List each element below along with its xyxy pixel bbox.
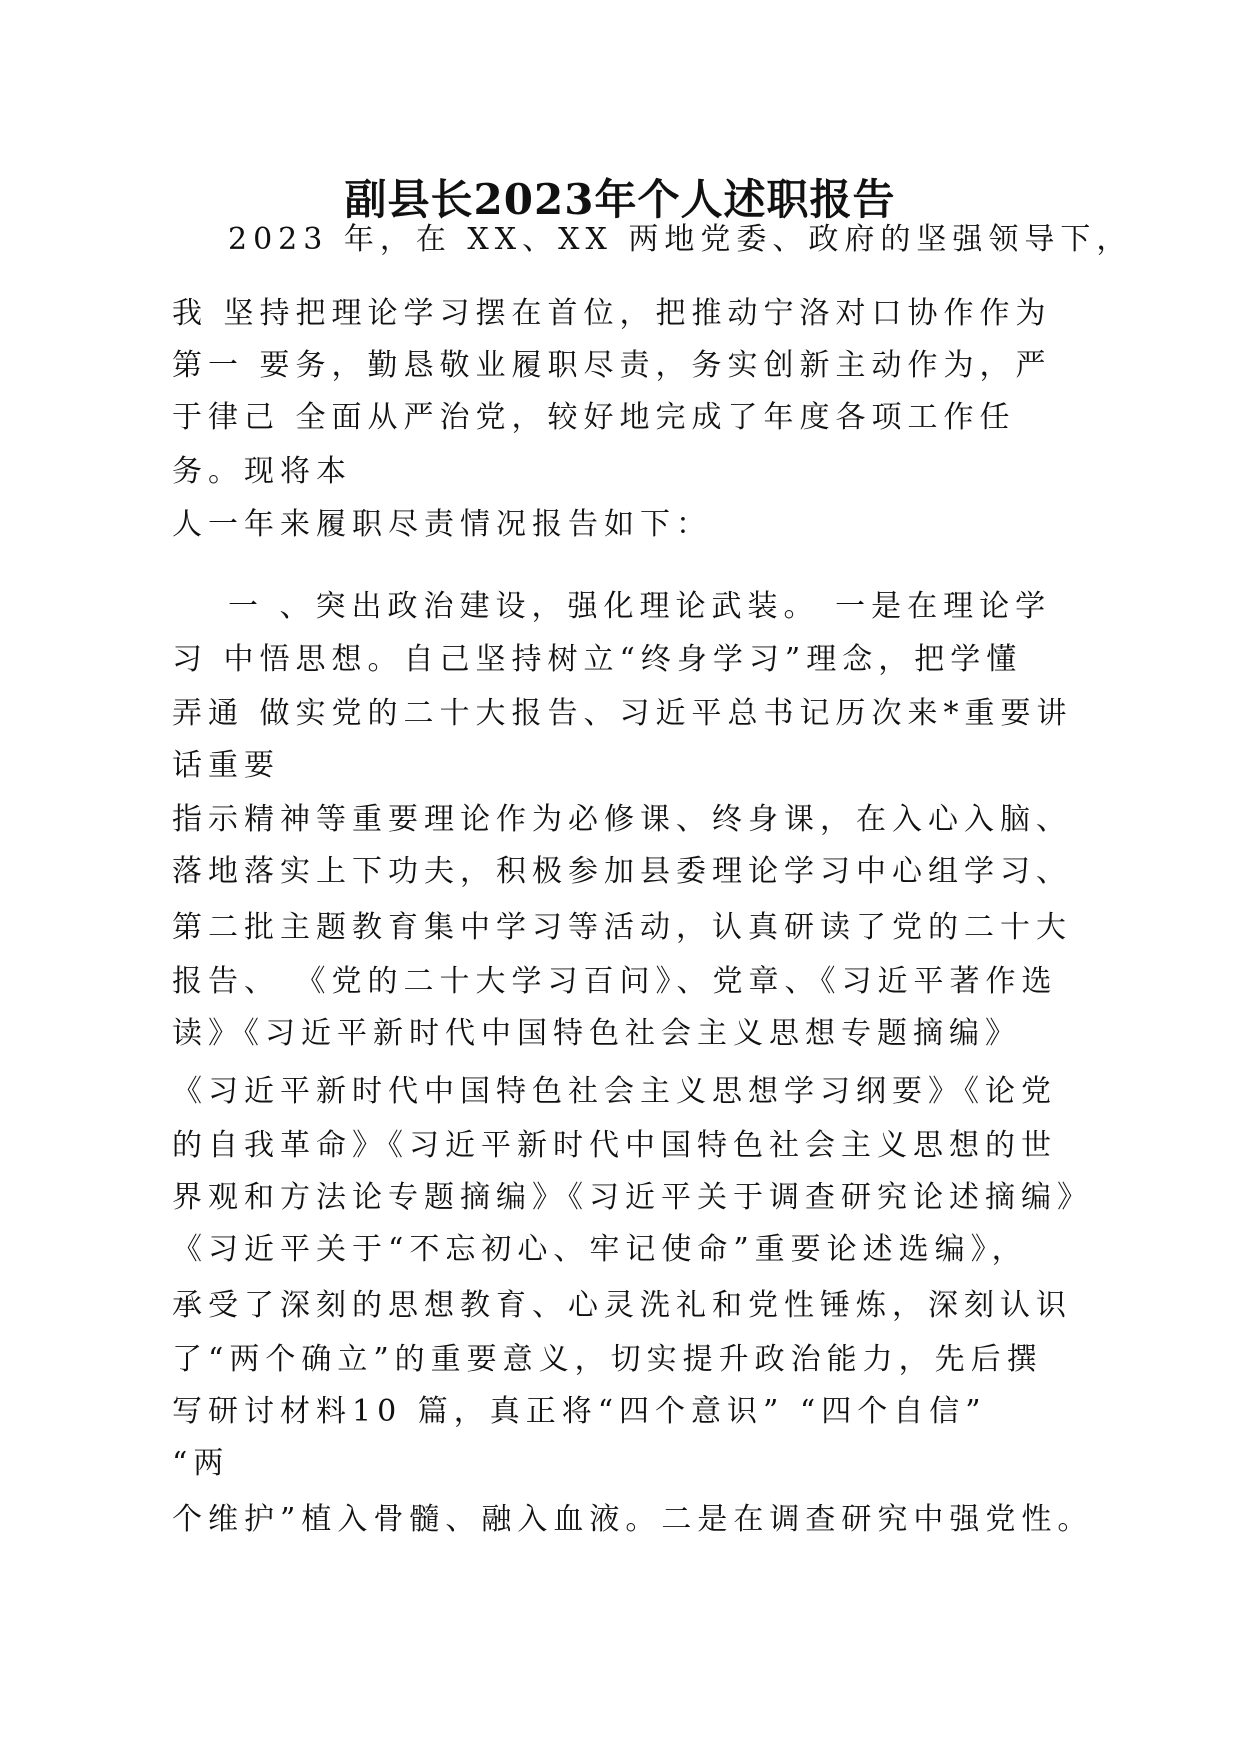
body-line: 《习近平关于“不忘初心、牢记使命”重要论述选编》， [172,1232,1028,1267]
body-line: 报告、 《党的二十大学习百问》、党章、《习近平著作选 [172,964,1058,999]
body-line: 于律己 全面从严治党，较好地完成了年度各项工作任 [172,400,1016,435]
body-line: 一 、突出政治建设，强化理论武装。 一是在理论学 [228,589,1052,624]
body-line: 指示精神等重要理论作为必修课、终身课，在入心入脑、 [172,802,1072,837]
body-line: 第一 要务，勤恳敬业履职尽责，务实创新主动作为，严 [172,348,1052,383]
body-line: 《习近平新时代中国特色社会主义思想学习纲要》《论党 [172,1074,1057,1109]
body-line: 读》《习近平新时代中国特色社会主义思想专题摘编》 [172,1016,1021,1051]
body-line: 务。现将本 [172,454,352,489]
body-line: 人一年来履职尽责情况报告如下： [172,507,712,542]
body-line: 2023 年，在 XX、XX 两地党委、政府的坚强领导下， [228,222,1133,257]
body-line: 弄通 做实党的二十大报告、习近平总书记历次来*重要讲 [172,696,1073,731]
body-line: 我 坚持把理论学习摆在首位，把推动宁洛对口协作作为 [172,296,1052,331]
body-line: 写研讨材料10 篇，真正将“四个意识” “四个自信” [172,1394,987,1429]
body-line: 落地落实上下功夫，积极参加县委理论学习中心组学习、 [172,854,1072,889]
body-line: 的自我革命》《习近平新时代中国特色社会主义思想的世 [172,1128,1057,1163]
body-line: 习 中悟思想。自己坚持树立“终身学习”理念，把学懂 [172,642,1023,677]
document-title: 副县长2023年个人述职报告 [344,175,896,224]
body-line: 了“两个确立”的重要意义，切实提升政治能力，先后撰 [172,1342,1043,1377]
body-line: 话重要 [172,748,280,783]
body-line: 界观和方法论专题摘编》《习近平关于调查研究论述摘编》 [172,1180,1093,1215]
body-line: 个维护”植入骨髓、融入血液。二是在调查研究中强党性。 [172,1502,1094,1537]
body-line: 第二批主题教育集中学习等活动，认真研读了党的二十大 [172,910,1072,945]
body-line: 承受了深刻的思想教育、心灵洗礼和党性锤炼，深刻认识 [172,1288,1072,1323]
body-line: “两 [172,1446,230,1481]
